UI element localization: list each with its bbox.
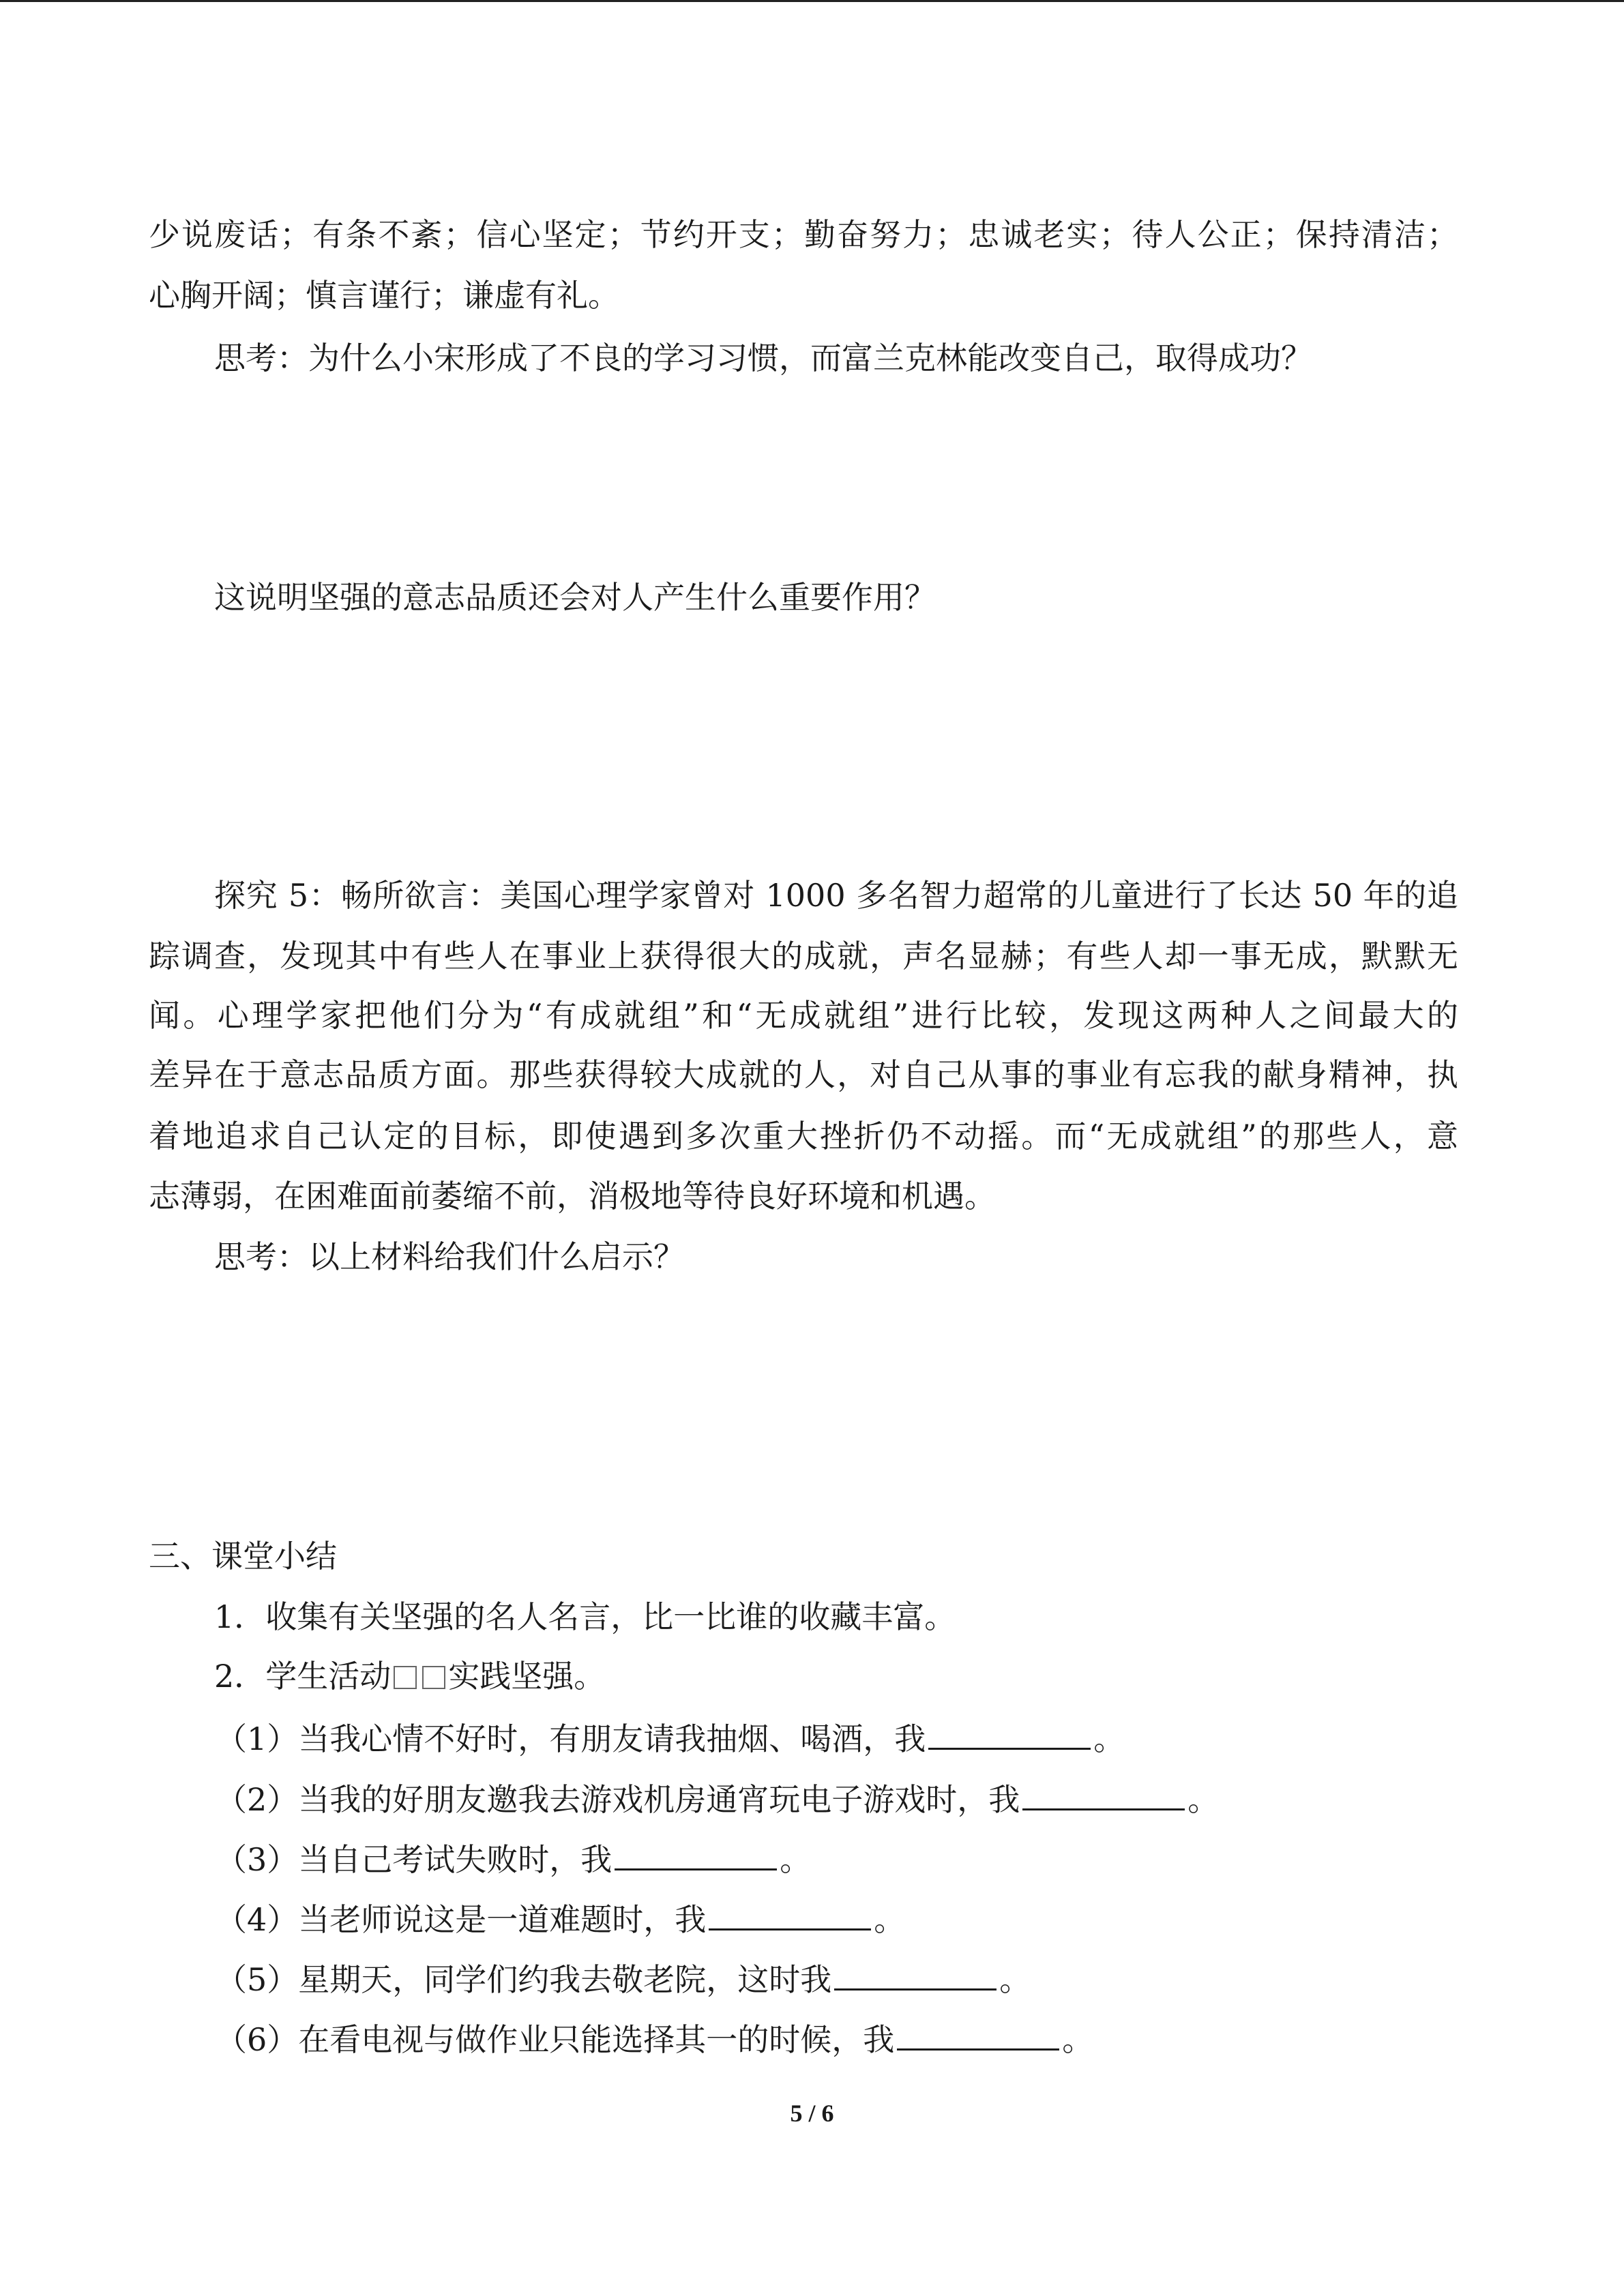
page-number: 5 / 6	[790, 2100, 834, 2127]
answer-blank-6[interactable]	[897, 2018, 1059, 2051]
explore5-line-1: 探究 5：畅所欲言：美国心理学家曾对 1000 多名智力超常的儿童进行了长达 50 年的追	[214, 877, 1458, 914]
question-6	[216, 2018, 1525, 2060]
virtues-line-2: 心胸开阔；慎言谨行；谦虚有礼。	[149, 277, 619, 314]
question-1-end: 。	[1093, 1720, 1125, 1757]
answer-blank-3[interactable]	[615, 1838, 777, 1870]
question-1	[216, 1718, 1525, 1759]
summary-item-2-text-after: 实践坚强。	[448, 1658, 606, 1695]
placeholder-box	[394, 1666, 417, 1689]
explore5-line-2: 踪调查，发现其中有些人在事业上获得很大的成就，声名显赫；有些人却一事无成，默默无	[149, 938, 1458, 974]
question-4-end: 。	[874, 1901, 906, 1938]
question-2-text: （2）当我的好朋友邀我去游戏机房通宵玩电子游戏时，我	[216, 1781, 1020, 1818]
explore5-line-6: 志薄弱，在困难面前萎缩不前，消极地等待良好环境和机遇。	[149, 1178, 996, 1214]
explore5-line-5: 着地追求自己认定的目标，即使遇到多次重大挫折仍不动摇。而“无成就组”的那些人，意	[149, 1118, 1458, 1154]
question-3-text: （3）当自己考试失败时，我	[216, 1841, 612, 1878]
question-2	[216, 1778, 1525, 1820]
question-6-text: （6）在看电视与做作业只能选择其一的时候，我	[216, 2021, 895, 2058]
question-3	[216, 1838, 1525, 1880]
answer-blank-2[interactable]	[1022, 1778, 1185, 1810]
answer-blank-4[interactable]	[709, 1898, 871, 1930]
think-question-1: 思考：为什么小宋形成了不良的学习习惯，而富兰克林能改变自己，取得成功？	[214, 340, 1312, 376]
placeholder-box	[422, 1666, 445, 1689]
answer-blank-5[interactable]	[834, 1958, 996, 1991]
question-2-end: 。	[1187, 1781, 1220, 1818]
summary-item-1: 1．收集有关坚强的名人名言，比一比谁的收藏丰富。	[214, 1598, 956, 1635]
answer-blank-1[interactable]	[928, 1718, 1091, 1750]
think-question-2: 这说明坚强的意志品质还会对人产生什么重要作用？	[214, 579, 936, 616]
virtues-line-1: 少说废话；有条不紊；信心坚定；节约开支；勤奋努力；忠诚老实；待人公正；保持清洁；	[149, 216, 1458, 253]
explore5-line-4: 差异在于意志品质方面。那些获得较大成就的人，对自己从事的事业有忘我的献身精神，执	[149, 1056, 1458, 1093]
question-3-end: 。	[780, 1841, 812, 1878]
question-1-text: （1）当我心情不好时，有朋友请我抽烟、喝酒，我	[216, 1720, 926, 1757]
explore5-line-3: 闻。心理学家把他们分为“有成就组”和“无成就组”进行比较，发现这两种人之间最大的	[149, 997, 1458, 1034]
question-5	[216, 1958, 1525, 2000]
summary-item-2-text: 2．学生活动	[214, 1658, 392, 1695]
explore5-think: 思考：以上材料给我们什么启示？	[214, 1238, 685, 1275]
summary-item-2	[214, 1656, 1524, 1697]
summary-heading: 三、课堂小结	[149, 1538, 337, 1575]
question-4-text: （4）当老师说这是一道难题时，我	[216, 1901, 707, 1938]
question-5-end: 。	[999, 1961, 1031, 1998]
question-4	[216, 1898, 1525, 1940]
question-5-text: （5）星期天，同学们约我去敬老院，这时我	[216, 1961, 832, 1998]
question-6-end: 。	[1062, 2021, 1094, 2058]
